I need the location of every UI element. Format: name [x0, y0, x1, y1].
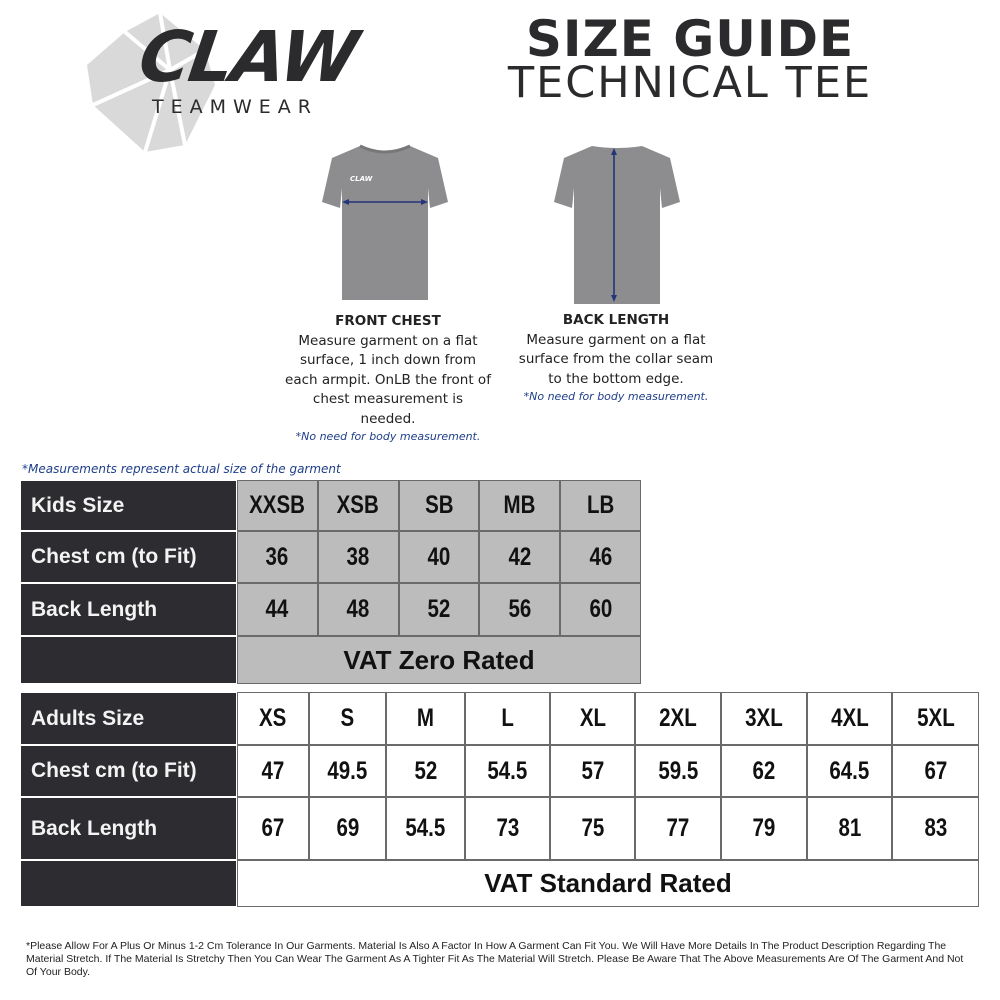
back-length-line: surface from the collar seam — [518, 351, 714, 367]
front-chest-line: needed. — [360, 410, 416, 427]
adults-size-cell: M — [386, 692, 465, 745]
back-length-note: *No need for body measurement. — [523, 390, 709, 403]
adults-back-cell: 73 — [465, 797, 550, 860]
brand-subtitle: TEAMWEAR — [152, 96, 318, 118]
kids-chest-cell: 46 — [560, 531, 641, 583]
kids-chest-label: Chest cm (to Fit) — [20, 531, 237, 583]
kids-chest-cell: 40 — [399, 531, 480, 583]
adults-back-cell: 69 — [309, 797, 386, 860]
adults-back-cell: 81 — [807, 797, 892, 860]
adults-back-label: Back Length — [20, 797, 237, 860]
tee-front-illustration — [320, 140, 450, 305]
back-length-title: BACK LENGTH — [562, 312, 670, 328]
adults-back-cell: 83 — [892, 797, 979, 860]
front-chest-note: *No need for body measurement. — [295, 430, 481, 443]
kids-chest-cell: 36 — [237, 531, 318, 583]
kids-size-table — [20, 480, 641, 684]
kids-back-cell: 56 — [479, 583, 560, 636]
kids-size-cell: MB — [479, 480, 560, 531]
kids-chest-cell: 38 — [318, 531, 399, 583]
adults-size-cell: 4XL — [807, 692, 892, 745]
adults-back-cell: 75 — [550, 797, 635, 860]
front-chest-line: each armpit. OnLB the front of — [285, 371, 491, 388]
adults-chest-cell: 52 — [386, 745, 465, 797]
adults-vat-spacer — [20, 860, 237, 907]
adults-chest-cell: 47 — [237, 745, 309, 797]
front-chest-line: surface, 1 inch down from — [299, 352, 477, 368]
front-chest-title: FRONT CHEST — [335, 313, 441, 329]
adults-size-cell: L — [465, 692, 550, 745]
kids-back-cell: 44 — [237, 583, 318, 636]
adults-chest-cell: 57 — [550, 745, 635, 797]
back-length-instructions — [516, 311, 716, 405]
front-chest-line: Measure garment on a flat — [298, 332, 478, 349]
back-length-line: to the bottom edge. — [548, 370, 684, 387]
kids-size-cell: LB — [560, 480, 641, 531]
front-chest-instructions — [283, 312, 493, 445]
adults-chest-cell: 49.5 — [309, 745, 386, 797]
adults-back-cell: 77 — [635, 797, 721, 860]
page-title: SIZE GUIDE — [525, 10, 855, 68]
adults-size-table — [20, 692, 979, 907]
adults-chest-cell: 54.5 — [465, 745, 550, 797]
kids-size-cell: SB — [399, 480, 480, 531]
adults-vat-band: VAT Standard Rated — [237, 860, 979, 907]
front-chest-line: chest measurement is — [312, 391, 464, 407]
adults-chest-cell: 67 — [892, 745, 979, 797]
svg-text:CLAW: CLAW — [350, 175, 373, 183]
adults-size-header: Adults Size — [20, 692, 237, 745]
adults-size-cell: 5XL — [892, 692, 979, 745]
kids-size-cell: XSB — [318, 480, 399, 531]
kids-chest-cell: 42 — [479, 531, 560, 583]
measurement-note: *Measurements represent actual size of the garment — [22, 462, 341, 476]
adults-chest-label: Chest cm (to Fit) — [20, 745, 237, 797]
adults-back-cell: 67 — [237, 797, 309, 860]
adults-chest-cell: 59.5 — [635, 745, 721, 797]
kids-vat-spacer — [20, 636, 237, 684]
back-length-line: Measure garment on a flat — [526, 331, 706, 348]
adults-back-cell: 79 — [721, 797, 807, 860]
kids-back-cell: 60 — [560, 583, 641, 636]
adults-back-cell: 54.5 — [386, 797, 465, 860]
adults-chest-cell: 62 — [721, 745, 807, 797]
adults-chest-cell: 64.5 — [807, 745, 892, 797]
adults-size-cell: S — [309, 692, 386, 745]
kids-back-label: Back Length — [20, 583, 237, 636]
kids-back-cell: 52 — [399, 583, 480, 636]
page-subtitle: TECHNICAL TEE — [507, 58, 873, 108]
adults-size-cell: 2XL — [635, 692, 721, 745]
kids-size-cell: XXSB — [237, 480, 318, 531]
tolerance-footnote: *Please Allow For A Plus Or Minus 1-2 Cm Tolerance In Our Garments. Material Is Also A Factor In How A Garment Can Fit You. We Will Have More Details In The Product Description Regarding The Material Stretch. If The Material Is Stretchy Then You Can Wear The Garment As A Tighter Fit As The Material Will Stretch. Please Be Aware That The Above Measurements Are Of The Garment And Not Of Your Body. — [26, 940, 964, 978]
tee-back-illustration — [552, 140, 682, 305]
kids-back-cell: 48 — [318, 583, 399, 636]
adults-size-cell: XS — [237, 692, 309, 745]
kids-size-header: Kids Size — [20, 480, 237, 531]
adults-size-cell: 3XL — [721, 692, 807, 745]
brand-name: CLAW — [134, 16, 362, 98]
kids-vat-band: VAT Zero Rated — [237, 636, 641, 684]
adults-size-cell: XL — [550, 692, 635, 745]
